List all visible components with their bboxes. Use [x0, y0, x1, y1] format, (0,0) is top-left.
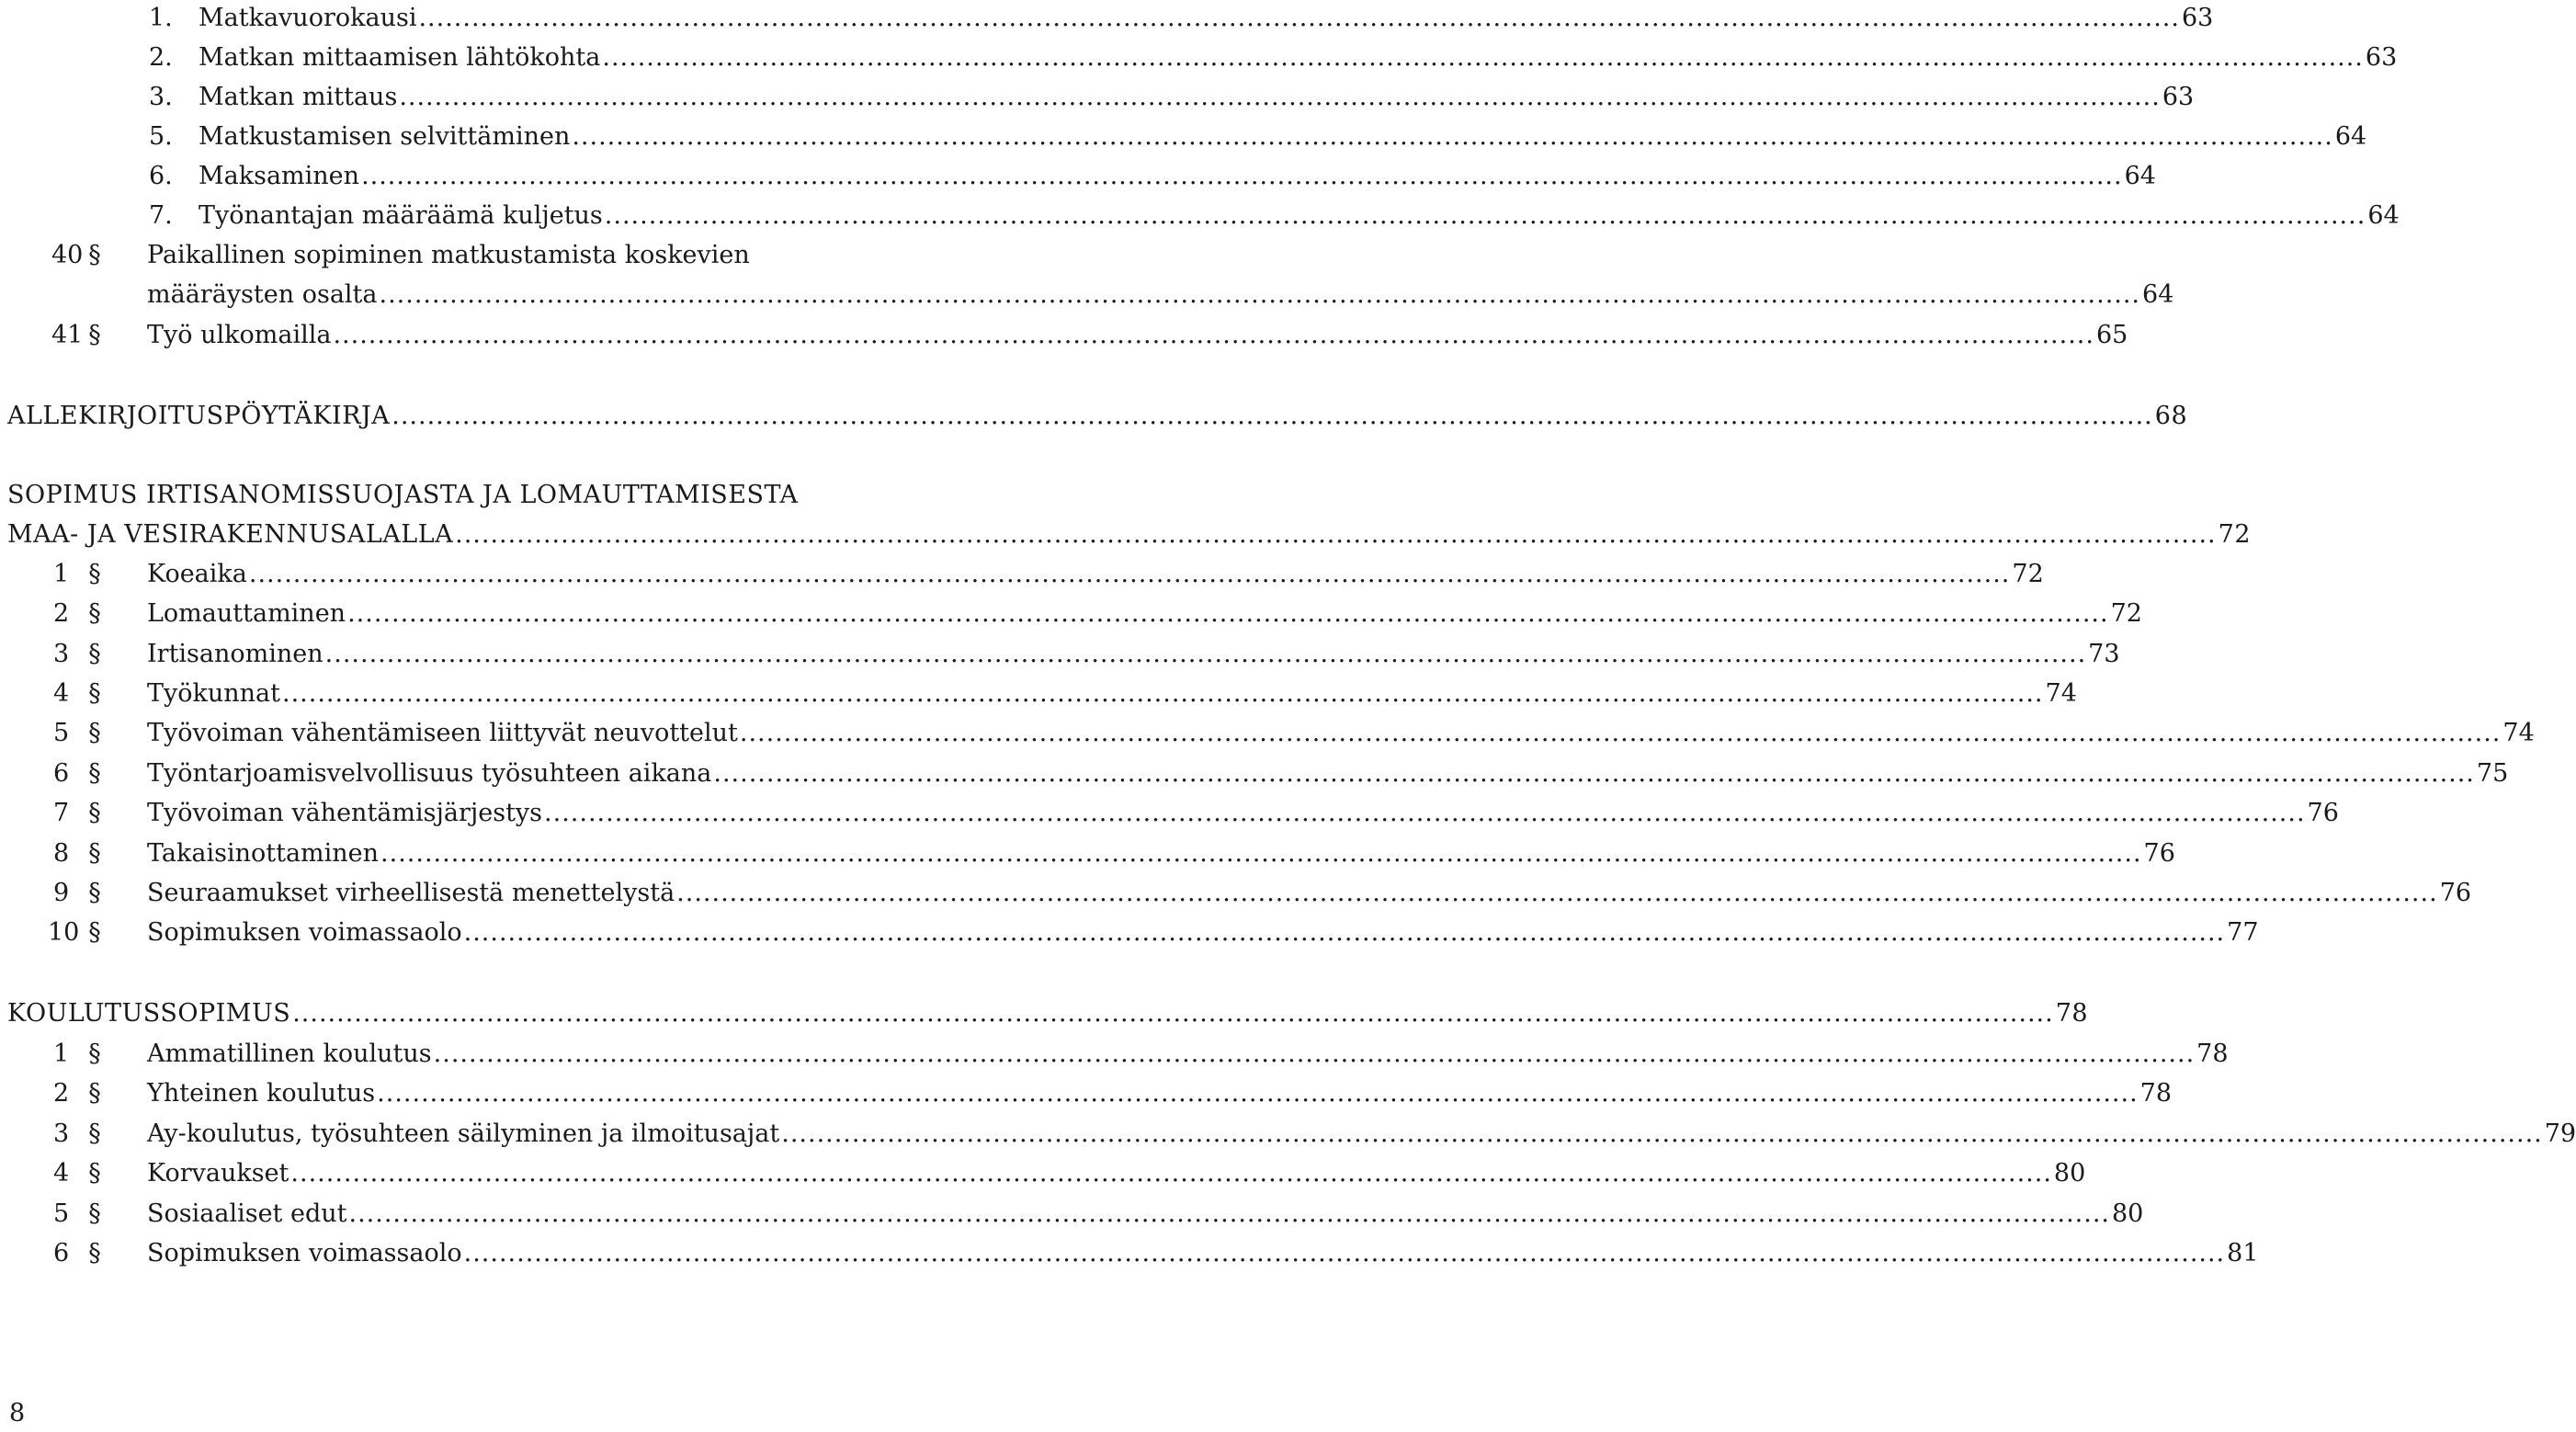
toc-entry — [0, 676, 2077, 712]
entry-page: 75 — [2476, 759, 2509, 788]
toc-entry — [0, 915, 2259, 951]
toc-entry — [0, 79, 2195, 116]
dot-leader: ........................................................................................................................................................................................................ — [392, 402, 2153, 430]
dot-leader: ........................................................................................................................................................................................................ — [676, 879, 2438, 907]
entry-number: 10 — [48, 918, 80, 947]
entry-number: 1. — [149, 4, 173, 32]
toc-entry — [0, 556, 2044, 593]
toc-entry — [0, 835, 2175, 872]
dot-leader: ........................................................................................................................................................................................................ — [455, 520, 2217, 549]
dot-leader: ........................................................................................................................................................................................................ — [361, 162, 2123, 190]
toc-entry — [0, 596, 2142, 632]
entry-title: Ammatillinen koulutus — [147, 1040, 432, 1068]
entry-page: 64 — [2367, 201, 2400, 230]
entry-number: 2 — [53, 599, 70, 628]
dot-leader: ........................................................................................................................................................................................................ — [604, 201, 2366, 230]
entry-page: 78 — [2139, 1079, 2173, 1108]
entry-title: Matkan mittaus — [199, 83, 398, 111]
section-sign: § — [88, 640, 101, 668]
entry-title: Lomauttaminen — [147, 599, 346, 628]
entry-title: Sopimuksen voimassaolo — [147, 918, 462, 947]
toc-entry — [0, 317, 2128, 354]
toc-entry — [0, 158, 2156, 195]
entry-title: Työkunnat — [147, 679, 280, 708]
entry-title: Työvoiman vähentämiseen liittyvät neuvottelut — [147, 719, 738, 747]
entry-page: 64 — [2124, 162, 2156, 190]
entry-number: 6 — [53, 759, 70, 788]
entry-page: 81 — [2227, 1239, 2259, 1267]
dot-leader: ........................................................................................................................................................................................................ — [324, 640, 2087, 668]
toc-entry — [0, 636, 2120, 673]
entry-page: 78 — [2196, 1040, 2229, 1068]
section-sign: § — [88, 799, 101, 827]
dot-leader: ........................................................................................................................................................................................................ — [348, 1199, 2110, 1228]
dot-leader: ........................................................................................................................................................................................................ — [377, 1079, 2139, 1108]
entry-number: 3 — [53, 640, 70, 668]
entry-page: 76 — [2439, 879, 2472, 907]
entry-title: Ay-koulutus, työsuhteen säilyminen ja ilmoitusajat — [147, 1119, 780, 1148]
entry-number: 7. — [149, 201, 173, 230]
dot-leader: ........................................................................................................................................................................................................ — [379, 280, 2141, 309]
entry-page: 74 — [2045, 679, 2077, 708]
entry-number: 8 — [53, 839, 70, 868]
toc-entry — [0, 1196, 2144, 1233]
entry-page: 68 — [2154, 402, 2188, 430]
entry-title: Työntarjoamisvelvollisuus työsuhteen aikana — [147, 759, 712, 788]
dot-leader: ........................................................................................................................................................................................................ — [418, 4, 2180, 32]
toc-heading-continuation — [0, 517, 2251, 553]
entry-number: 4 — [53, 679, 70, 708]
entry-number: 2. — [149, 43, 173, 72]
entry-number: 40 — [51, 241, 84, 269]
entry-title: Työvoiman vähentämisjärjestys — [147, 799, 543, 827]
entry-number: 6 — [53, 1239, 70, 1267]
entry-title: Sosiaaliset edut — [147, 1199, 347, 1228]
entry-page: 76 — [2143, 839, 2175, 868]
entry-number: 5 — [53, 1199, 70, 1228]
entry-title: Seuraamukset virheellisestä menettelystä — [147, 879, 675, 907]
section-sign: § — [88, 599, 101, 628]
dot-leader: ........................................................................................................................................................................................................ — [781, 1119, 2543, 1148]
toc-heading — [0, 398, 2188, 435]
entry-number: 6. — [149, 162, 173, 190]
dot-leader: ........................................................................................................................................................................................................ — [292, 999, 2054, 1028]
entry-title: Matkavuorokausi — [199, 4, 417, 32]
dot-leader: ........................................................................................................................................................................................................ — [380, 839, 2142, 868]
section-sign: § — [88, 839, 101, 868]
entry-page: 74 — [2502, 719, 2535, 747]
dot-leader: ........................................................................................................................................................................................................ — [248, 560, 2011, 588]
entry-title: Koeaika — [147, 560, 247, 588]
dot-leader: ........................................................................................................................................................................................................ — [347, 599, 2109, 628]
toc-entry — [0, 119, 2367, 155]
dot-leader: ........................................................................................................................................................................................................ — [602, 43, 2364, 72]
entry-number: 7 — [53, 799, 70, 827]
entry-number: 3 — [53, 1119, 70, 1148]
section-sign: § — [88, 1040, 101, 1068]
section-sign: § — [88, 241, 101, 269]
dot-leader: ........................................................................................................................................................................................................ — [463, 1239, 2226, 1267]
entry-number: 2 — [53, 1079, 70, 1108]
entry-page: 80 — [2112, 1199, 2144, 1228]
entry-title: Sopimuksen voimassaolo — [147, 1239, 462, 1267]
section-sign: § — [88, 1159, 101, 1188]
entry-page: 64 — [2334, 122, 2367, 151]
dot-leader: ........................................................................................................................................................................................................ — [713, 759, 2475, 788]
toc-entry — [0, 715, 2535, 752]
dot-leader: ........................................................................................................................................................................................................ — [333, 321, 2094, 349]
section-sign: § — [88, 1199, 101, 1228]
toc-entry — [0, 40, 2398, 76]
toc-entry-continuation — [0, 277, 2174, 313]
entry-title: Matkustamisen selvittäminen — [199, 122, 571, 151]
entry-title: Matkan mittaamisen lähtökohta — [199, 43, 601, 72]
entry-title: Yhteinen koulutus — [147, 1079, 376, 1108]
heading-title: KOULUTUSSOPIMUS — [7, 999, 291, 1028]
entry-page: 63 — [2162, 83, 2195, 111]
entry-number: 4 — [53, 1159, 70, 1188]
dot-leader: ........................................................................................................................................................................................................ — [739, 719, 2502, 747]
section-sign: § — [88, 759, 101, 788]
heading-title: MAA- JA VESIRAKENNUSALALLA — [7, 520, 454, 549]
entry-title: Korvaukset — [147, 1159, 289, 1188]
entry-page: 73 — [2088, 640, 2120, 668]
dot-leader: ........................................................................................................................................................................................................ — [282, 679, 2044, 708]
dot-leader: ........................................................................................................................................................................................................ — [290, 1159, 2052, 1188]
section-sign: § — [88, 679, 101, 708]
toc-entry — [0, 795, 2339, 832]
entry-title: Paikallinen sopiminen matkustamista koskevien — [147, 241, 750, 269]
entry-page: 65 — [2095, 321, 2128, 349]
dot-leader: ........................................................................................................................................................................................................ — [572, 122, 2333, 151]
page-number: 8 — [9, 1399, 26, 1427]
toc-entry — [0, 198, 2400, 234]
entry-number: 9 — [53, 879, 70, 907]
section-sign: § — [88, 1239, 101, 1267]
entry-number: 3. — [149, 83, 173, 111]
entry-title: Työ ulkomailla — [147, 321, 332, 349]
toc-entry — [0, 875, 2472, 912]
entry-number: 1 — [53, 1040, 70, 1068]
section-sign: § — [88, 1119, 101, 1148]
toc-heading — [0, 995, 2089, 1032]
toc-entry — [0, 1155, 2086, 1192]
toc-entry — [0, 1036, 2229, 1073]
section-sign: § — [88, 1079, 101, 1108]
section-sign: § — [88, 918, 101, 947]
entry-title: määräysten osalta — [147, 280, 378, 309]
toc-entry — [0, 1116, 2576, 1153]
heading-title: ALLEKIRJOITUSPÖYTÄKIRJA — [7, 402, 391, 430]
dot-leader: ........................................................................................................................................................................................................ — [399, 83, 2161, 111]
entry-page: 72 — [2110, 599, 2142, 628]
toc-entry — [0, 756, 2509, 792]
section-sign: § — [88, 719, 101, 747]
section-sign: § — [88, 879, 101, 907]
entry-title: Irtisanominen — [147, 640, 323, 668]
section-sign: § — [88, 560, 101, 588]
entry-number: 5 — [53, 719, 70, 747]
entry-number: 1 — [53, 560, 70, 588]
entry-page: 72 — [2012, 560, 2044, 588]
heading-title: SOPIMUS IRTISANOMISSUOJASTA JA LOMAUTTAMISESTA — [7, 481, 799, 509]
entry-number: 41 — [51, 321, 84, 349]
entry-page: 63 — [2365, 43, 2398, 72]
entry-page: 64 — [2142, 280, 2174, 309]
toc-heading — [0, 477, 880, 514]
section-sign: § — [88, 321, 101, 349]
entry-title: Maksaminen — [199, 162, 360, 190]
toc-entry — [0, 237, 880, 274]
entry-page: 77 — [2227, 918, 2259, 947]
toc-entry — [0, 1075, 2173, 1112]
entry-page: 72 — [2218, 520, 2251, 549]
entry-title: Takaisinottaminen — [147, 839, 380, 868]
dot-leader: ........................................................................................................................................................................................................ — [433, 1040, 2196, 1068]
entry-title: Työnantajan määräämä kuljetus — [199, 201, 603, 230]
entry-page: 63 — [2181, 4, 2214, 32]
entry-page: 76 — [2307, 799, 2339, 827]
entry-number: 5. — [149, 122, 173, 151]
entry-page: 79 — [2544, 1119, 2576, 1148]
entry-page: 80 — [2053, 1159, 2086, 1188]
dot-leader: ........................................................................................................................................................................................................ — [544, 799, 2306, 827]
toc-entry — [0, 0, 2214, 37]
dot-leader: ........................................................................................................................................................................................................ — [463, 918, 2226, 947]
toc-entry — [0, 1235, 2259, 1272]
entry-page: 78 — [2055, 999, 2089, 1028]
